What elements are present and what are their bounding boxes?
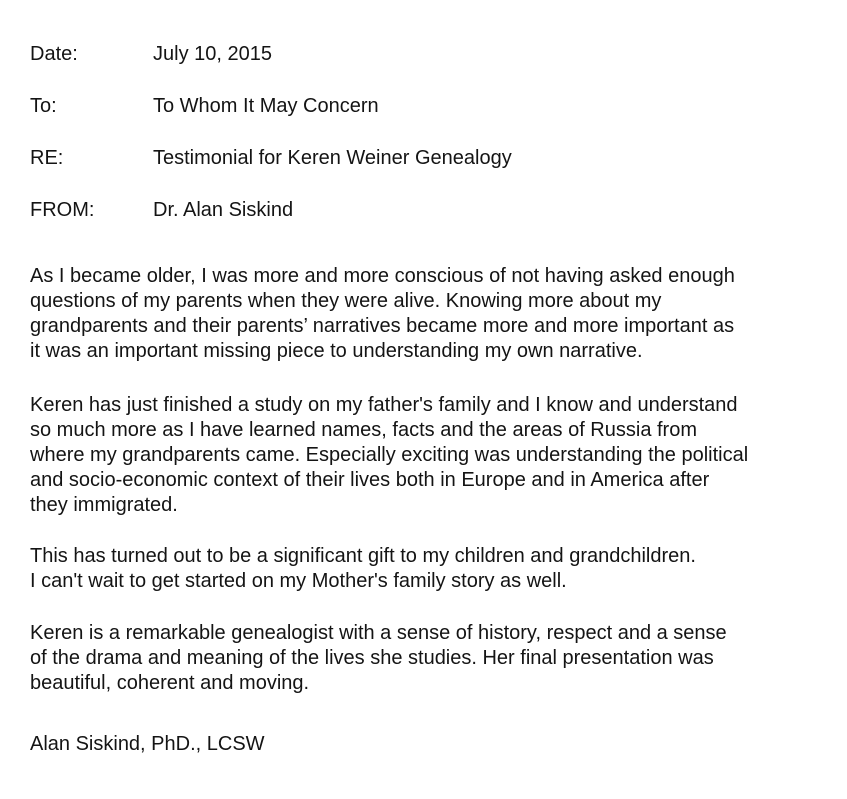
paragraph-line: grandparents and their parents’ narratives became more and more important as	[30, 315, 735, 337]
paragraph-line: of the drama and meaning of the lives she studies. Her final presentation was	[30, 647, 714, 669]
paragraph-2	[30, 393, 748, 518]
paragraph-line: beautiful, coherent and moving.	[30, 672, 310, 694]
from-label: FROM:	[30, 199, 95, 221]
paragraph-line: As I became older, I was more and more conscious of not having asked enough	[30, 265, 735, 287]
paragraph-line: I can't wait to get started on my Mother's family story as well.	[30, 570, 567, 592]
paragraph-line: so much more as I have learned names, facts and the areas of Russia from	[30, 419, 697, 441]
paragraph-line: where my grandparents came. Especially exciting was understanding the political	[30, 444, 749, 466]
re-value: Testimonial for Keren Weiner Genealogy	[153, 147, 512, 169]
date-label: Date:	[30, 43, 78, 65]
paragraph-4	[30, 621, 727, 696]
paragraph-3	[30, 544, 696, 594]
paragraph-line: they immigrated.	[30, 494, 178, 516]
paragraph-line: questions of my parents when they were alive. Knowing more about my	[30, 290, 662, 312]
from-value: Dr. Alan Siskind	[153, 199, 294, 221]
paragraph-line: and socio-economic context of their lives both in Europe and in America after	[30, 469, 710, 491]
signature: Alan Siskind, PhD., LCSW	[30, 733, 265, 755]
paragraph-line: it was an important missing piece to understanding my own narrative.	[30, 340, 643, 362]
paragraph-1	[30, 264, 735, 364]
to-label: To:	[30, 95, 57, 117]
paragraph-line: Keren is a remarkable genealogist with a sense of history, respect and a sense	[30, 622, 727, 644]
to-value: To Whom It May Concern	[153, 95, 379, 117]
paragraph-line: This has turned out to be a significant gift to my children and grandchildren.	[30, 545, 696, 567]
paragraph-line: Keren has just finished a study on my father's family and I know and understand	[30, 394, 738, 416]
date-value: July 10, 2015	[153, 43, 272, 65]
re-label: RE:	[30, 147, 64, 169]
